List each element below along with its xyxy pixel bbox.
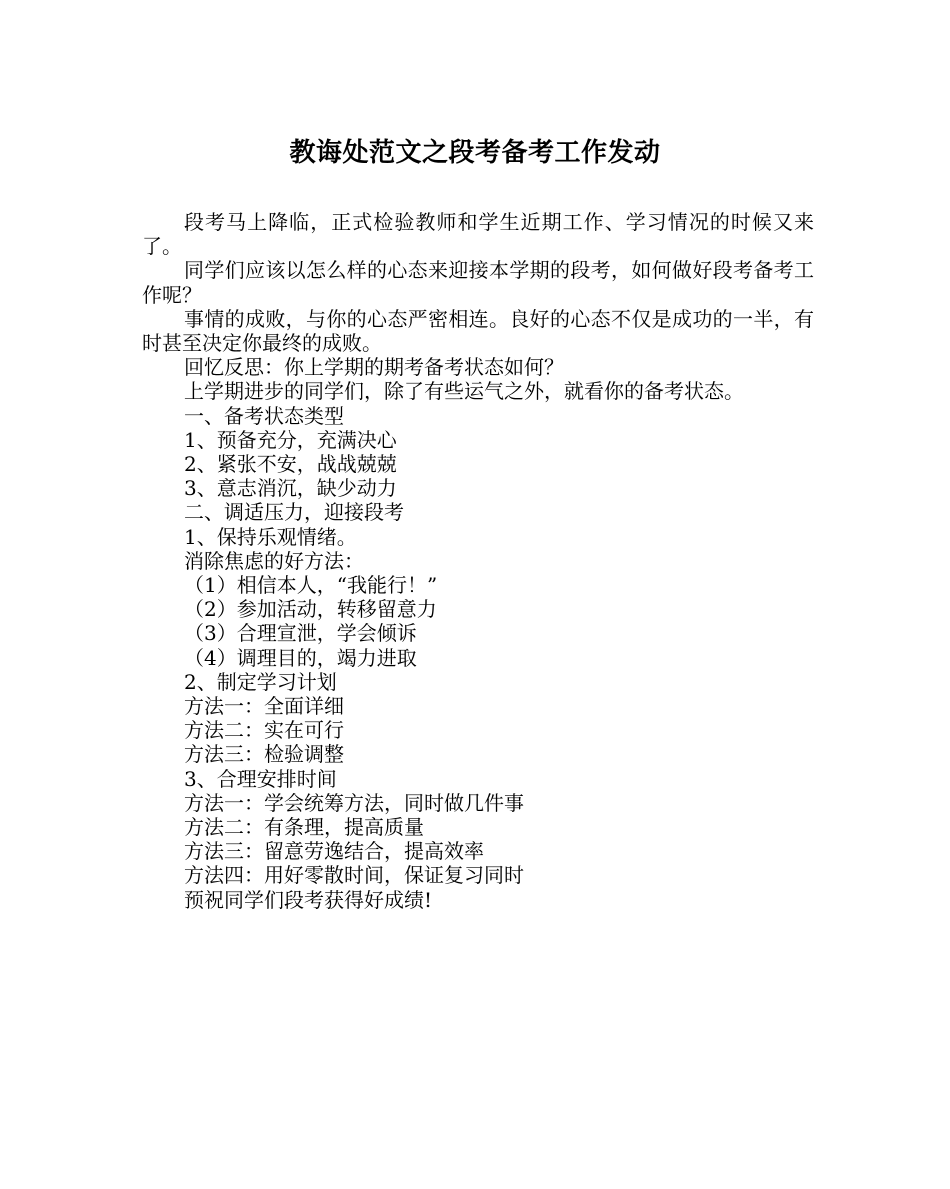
- section-heading: 一、备考状态类型: [184, 403, 344, 428]
- list-item: 3、合理安排时间: [184, 766, 337, 791]
- list-item: 1、预备充分，充满决心: [184, 427, 397, 452]
- paragraph: 同学们应该以怎么样的心态来迎接本学期的段考，如何做好段考备考工作呢？: [142, 258, 814, 307]
- paragraph: 上学期进步的同学们，除了有些运气之外，就看你的备考状态。: [184, 379, 744, 404]
- list-item: 方法二：有条理，提高质量: [184, 815, 424, 840]
- paragraph: 消除焦虑的好方法：: [184, 548, 364, 573]
- list-item: 方法二：实在可行: [184, 718, 344, 743]
- list-item: （1）相信本人，“我能行！”: [184, 573, 438, 598]
- closing-line: 预祝同学们段考获得好成绩!: [184, 887, 433, 912]
- list-item: （2）参加活动，转移留意力: [184, 597, 437, 622]
- document-body: [142, 210, 814, 912]
- list-item: 方法一：全面详细: [184, 694, 344, 719]
- list-item: 2、紧张不安，战战兢兢: [184, 452, 397, 477]
- list-item: 2、制定学习计划: [184, 669, 337, 694]
- list-item: 方法三：留意劳逸结合，提高效率: [184, 839, 484, 864]
- document-title: 教诲处范文之段考备考工作发动: [289, 138, 661, 168]
- list-item: 方法一：学会统筹方法，同时做几件事: [184, 790, 524, 815]
- list-item: 1、保持乐观情绪。: [184, 524, 357, 549]
- list-item: 方法四：用好零散时间，保证复习同时: [184, 863, 524, 888]
- section-heading: 二、调适压力，迎接段考: [184, 500, 404, 525]
- paragraph: 段考马上降临，正式检验教师和学生近期工作、学习情况的时候又来了。: [142, 210, 814, 259]
- list-item: 3、意志消沉，缺少动力: [184, 476, 397, 501]
- list-item: 方法三：检验调整: [184, 742, 344, 767]
- list-item: （3）合理宣泄，学会倾诉: [184, 621, 417, 646]
- list-item: （4）调理目的，竭力进取: [184, 645, 417, 670]
- paragraph: 回忆反思：你上学期的期考备考状态如何？: [184, 355, 564, 380]
- paragraph: 事情的成败，与你的心态严密相连。良好的心态不仅是成功的一半，有时甚至决定你最终的成败。: [142, 306, 814, 356]
